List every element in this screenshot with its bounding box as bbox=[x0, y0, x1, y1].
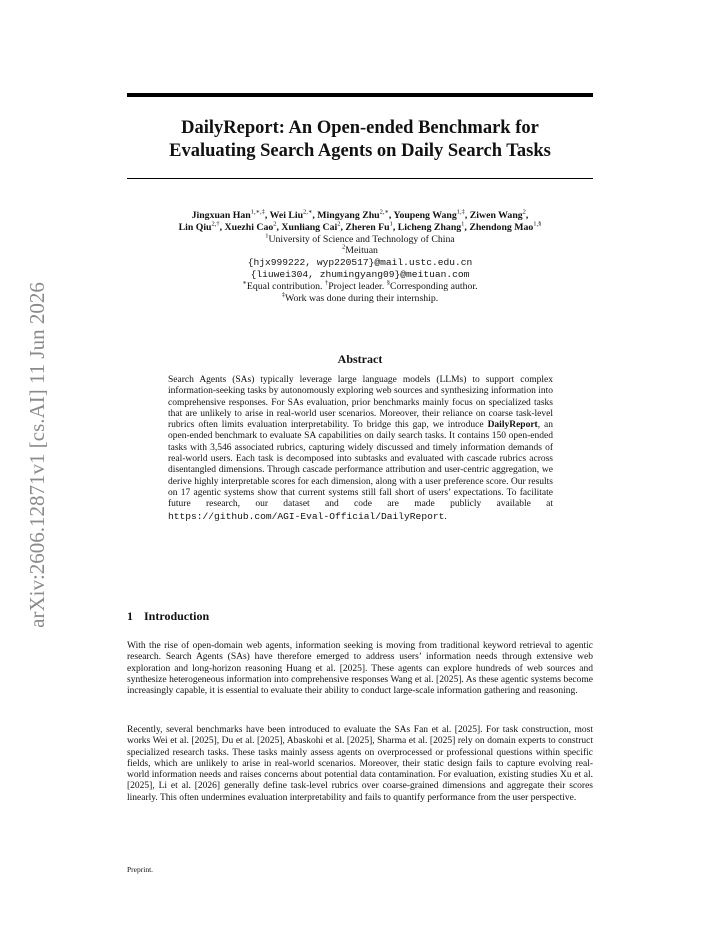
author-separator: , bbox=[388, 210, 394, 221]
author-affiliation-marker: 1,§ bbox=[533, 220, 542, 228]
author-affiliation-marker: 2,† bbox=[211, 220, 220, 228]
author-separator: , bbox=[264, 210, 270, 221]
author-separator: , bbox=[464, 210, 470, 221]
author-separator: , bbox=[276, 221, 282, 233]
intro-paragraph-2: Recently, several benchmarks have been introduced to evaluate the SAs Fan et al. [2025]. For task construction, most works Wei et al. [2025], Du et al. [2025], Abaskohi et al. [2025], Sharma et al. [2025] rely on domain experts to construct specialized research tasks. These tasks mainly assess agents on overprocessed or professional questions within specific fields, which are unlikely to arise in real-world scenarios. Moreover, their static design fails to capture evolving real-world information needs and raises concerns about potential data contamination. For evaluation, existing studies Xu et al. [2025], Li et al. [2026] generally define task-level rubrics over coarse-grained dimensions and aggregate their scores linearly. This often undermines evaluation interpretability and fails to quantify performance from the user perspective. bbox=[127, 725, 593, 803]
author-affiliation-marker: 1 bbox=[389, 220, 393, 228]
author-separator: , bbox=[525, 210, 529, 221]
arxiv-sidebar-stamp: arXiv:2606.12871v1 [cs.AI] 11 Jun 2026 bbox=[25, 282, 49, 628]
benchmark-name: DailyReport bbox=[487, 420, 538, 431]
author-separator: , bbox=[312, 210, 318, 221]
author-name: Zheren Fu bbox=[345, 221, 390, 233]
author-name: Xuezhi Cao bbox=[224, 221, 274, 233]
author-name: Mingyang Zhu bbox=[317, 210, 380, 221]
author-name: Lin Qiu bbox=[178, 221, 212, 233]
author-affiliation-marker: 1,‡ bbox=[456, 208, 465, 216]
author-affiliation-marker: 2 bbox=[273, 220, 277, 228]
author-affiliation-marker: 1 bbox=[461, 220, 465, 228]
preprint-footer: Preprint. bbox=[127, 865, 154, 874]
author-affiliation-marker: 2,∗ bbox=[379, 208, 389, 216]
author-affiliation-marker: 2,∗ bbox=[303, 208, 313, 216]
author-block bbox=[110, 210, 610, 304]
title-line-1: DailyReport: An Open-ended Benchmark for bbox=[181, 118, 539, 138]
author-affiliation-marker: 2 bbox=[337, 220, 341, 228]
title-line-2: Evaluating Search Agents on Daily Search Tasks bbox=[169, 141, 551, 161]
author-separator: , bbox=[464, 221, 470, 233]
email-line-2: {liuwei304, zhumingyang09}@meituan.com bbox=[250, 268, 470, 280]
author-affiliation-marker: 2 bbox=[522, 208, 526, 216]
affiliation-2: $^2$Meituan bbox=[342, 244, 378, 257]
title-bottom-rule bbox=[127, 178, 593, 179]
repository-link[interactable]: https://github.com/AGI-Eval-Official/DailyReport bbox=[168, 510, 445, 522]
abstract-heading: Abstract bbox=[337, 352, 383, 366]
author-name: Youpeng Wang bbox=[393, 210, 457, 221]
author-name: Licheng Zhang bbox=[397, 221, 462, 233]
author-name: Xunliang Cai bbox=[281, 221, 338, 233]
author-separator: , bbox=[392, 221, 398, 233]
internship-note: ‡Work was done during their internship. bbox=[281, 291, 439, 304]
author-affiliation-marker: 1,∗,‡ bbox=[250, 208, 265, 216]
email-line-1: {hjx999222, wyp220517}@mail.ustc.edu.cn bbox=[247, 257, 473, 269]
intro-paragraph-1: With the rise of open-domain web agents, information seeking is moving from traditional keyword retrieval to agentic research. Search Agents (SAs) have therefore emerged to address users’ information needs through extensive web exploration and long-horizon reasoning Huang et al. [2025]. These agents can explore hundreds of web sources and synthesize heterogeneous information into comprehensive responses Wang et al. [2025]. As these agentic systems become increasingly capable, it is essential to evaluate their ability to conduct large-scale information gathering and reasoning. bbox=[127, 641, 593, 697]
paper-title bbox=[110, 117, 610, 163]
author-name: Jingxuan Han bbox=[191, 210, 251, 221]
abstract-body: Search Agents (SAs) typically leverage large language models (LLMs) to support complex information-seeking tasks by autonomously exploring web sources and synthesizing information into comprehensive responses. For SAs evaluation, prior benchmarks mainly focus on specialized tasks that are unlikely to arise in real-world user scenarios. Moreover, their reliance on coarse task-level rubrics often limits evaluation interpretability. To bridge this gap, we introduce DailyReport, an open-ended benchmark to evaluate SA capabilities on daily search tasks. It contains 150 open-ended tasks with 3,546 associated rubrics, capturing widely discussed and timely information demands of real-world users. Each task is decomposed into subtasks and evaluated with cascade rubrics across disentangled dimensions. Through cascade performance attribution and user-centric aggregation, we derive highly interpretable scores for each dimension, along with a user preference score. Our results on 17 agentic systems show that current systems still fall short of users’ expectations. To facilitate future research, our dataset and code are made publicly available at https://github.com/AGI-Eval-Official/DailyReport. bbox=[168, 375, 553, 522]
author-name: Wei Liu bbox=[269, 210, 304, 221]
author-name: Ziwen Wang bbox=[469, 210, 523, 221]
contribution-notes: ∗Equal contribution. †Project leader. §Corresponding author. bbox=[242, 279, 478, 292]
section-heading-introduction: 1 Introduction bbox=[127, 609, 210, 623]
author-line-2 bbox=[110, 222, 610, 234]
author-separator: , bbox=[219, 221, 225, 233]
affiliation-1: $^1$University of Science and Technology of China bbox=[265, 232, 455, 245]
author-separator: , bbox=[340, 221, 346, 233]
title-top-rule bbox=[127, 93, 593, 97]
author-name: Zhendong Mao bbox=[469, 221, 534, 233]
